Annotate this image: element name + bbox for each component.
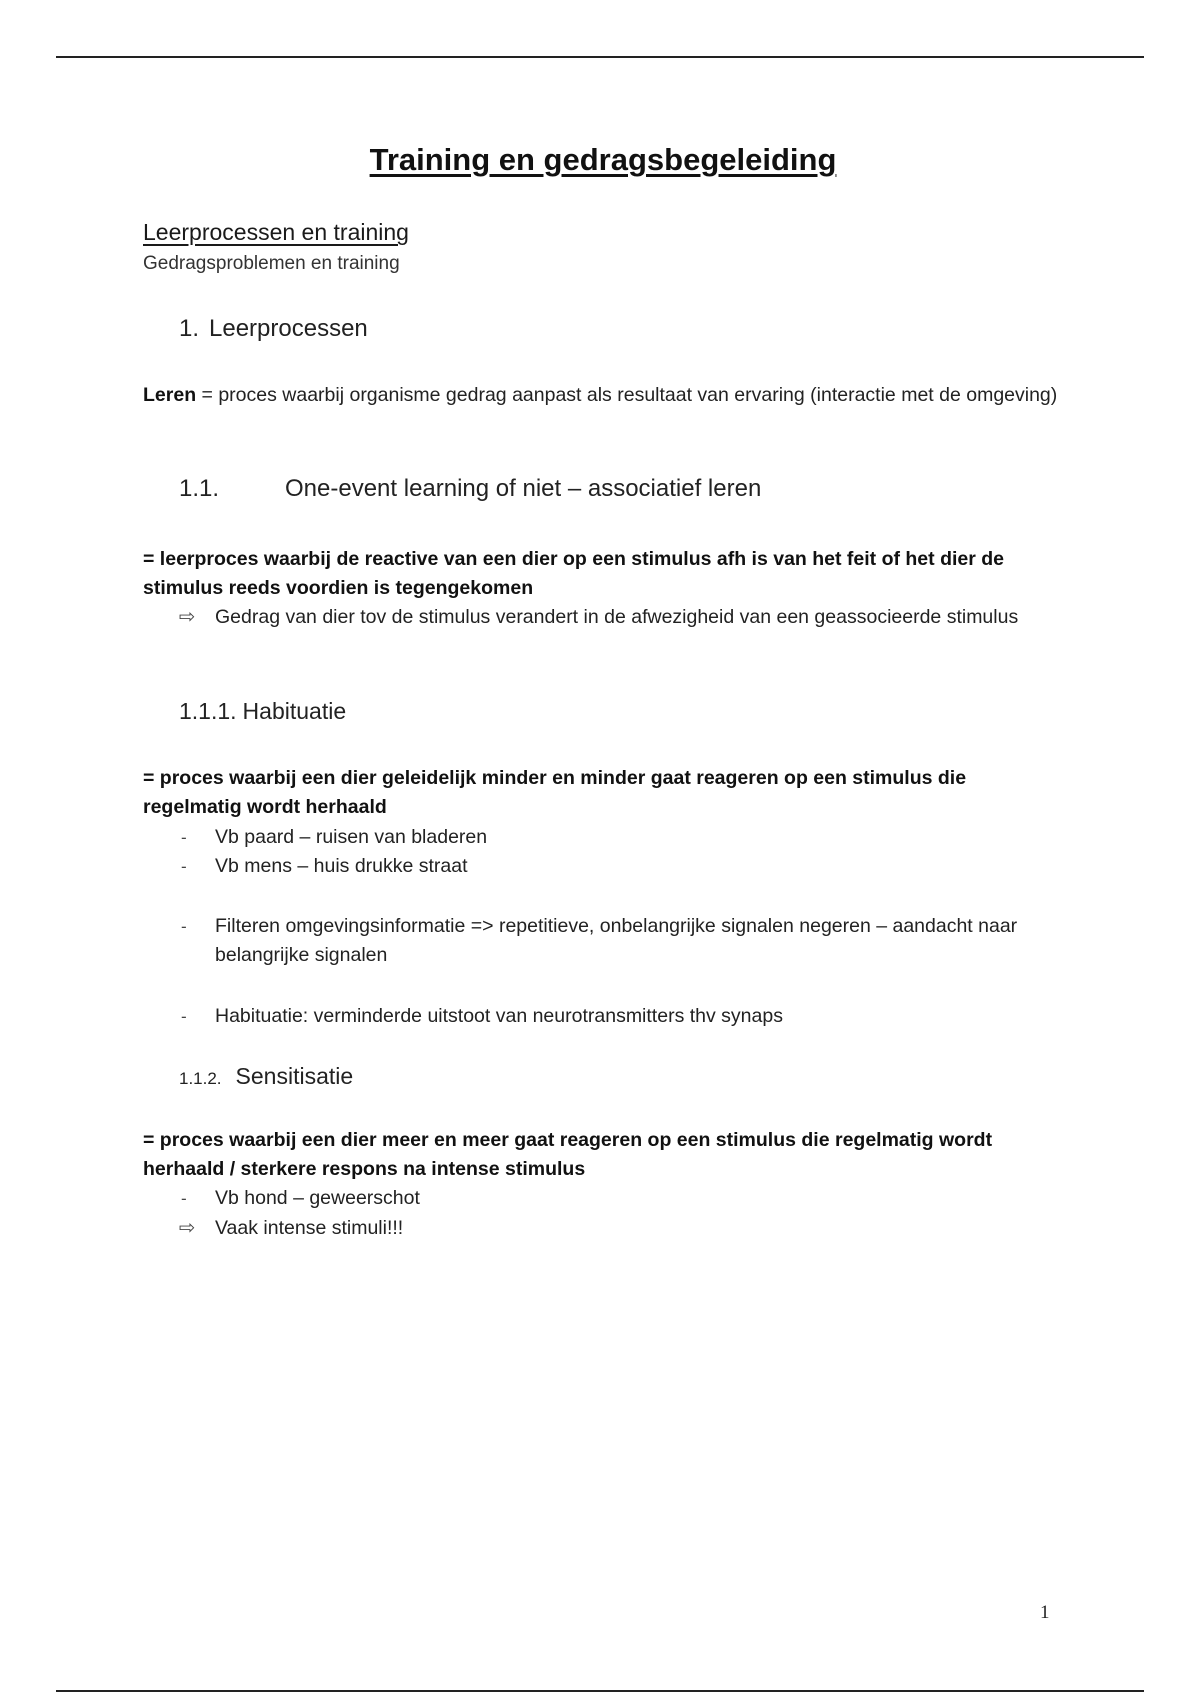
heading-1-1-2 (179, 1063, 353, 1090)
heading-1-1-title: One-event learning of niet – associatief leren (285, 475, 762, 502)
habituatie-definition: = proces waarbij een dier geleidelijk minder en minder gaat reageren op een stimulus die regelmatig wordt herhaald (143, 767, 967, 818)
list-item-text: Vaak intense stimuli!!! (215, 1217, 404, 1239)
leren-term: Leren (143, 384, 197, 406)
document-subline: Gedragsproblemen en training (143, 253, 400, 274)
footer-rule (56, 1690, 1144, 1692)
leren-definition (143, 381, 1063, 410)
sensitisatie-definition: = proces waarbij een dier meer en meer gaat reageren op een stimulus die regelmatig wordt herhaald / sterkere respons na intense stimulus (143, 1129, 993, 1180)
header-rule (56, 56, 1144, 58)
heading-1-1-number: 1.1. (179, 475, 220, 502)
list-item-text: Filteren omgevingsinformatie => repetitieve, onbelangrijke signalen negeren – aandacht naar belangrijke signalen (215, 915, 1018, 966)
associatief-definition: = leerproces waarbij de reactive van een dier op een stimulus afh is van het feit of het dier de stimulus reeds voordien is tegengekomen (143, 548, 1004, 599)
list-item (179, 1002, 1039, 1031)
list-item-arrow (179, 1214, 1039, 1243)
list-item (179, 823, 1039, 852)
list-item-text: Gedrag van dier tov de stimulus verandert in de afwezigheid van een geassocieerde stimulus (215, 606, 1019, 628)
dash-bullet: - (181, 828, 187, 847)
list-item (179, 852, 1039, 881)
list-item-arrow (179, 603, 1039, 632)
document-subtitle: Leerprocessen en training (143, 219, 409, 245)
dash-bullet: - (181, 1007, 187, 1026)
heading-1-1 (179, 475, 761, 503)
arrow-icon: ⇨ (179, 606, 196, 628)
list-item-text: Vb paard – ruisen van bladeren (215, 826, 488, 848)
list-item-text: Vb hond – geweerschot (215, 1187, 420, 1209)
list-item (179, 1184, 1039, 1213)
list-item-text: Habituatie: verminderde uitstoot van neurotransmitters thv synaps (215, 1005, 783, 1027)
dash-bullet: - (181, 917, 187, 936)
heading-1-1-2-number: 1.1.2. (179, 1069, 222, 1088)
page-title: Training en gedragsbegeleiding (369, 142, 837, 177)
arrow-icon: ⇨ (179, 1217, 196, 1239)
heading-1-1-1-number: 1.1.1. (179, 698, 237, 724)
list-item-text: Vb mens – huis drukke straat (215, 855, 468, 877)
page-number: 1 (1040, 1602, 1050, 1623)
heading-1-title: Leerprocessen (209, 315, 368, 342)
dash-bullet: - (181, 857, 187, 876)
heading-1-1-2-title: Sensitisatie (235, 1063, 354, 1089)
heading-1-number: 1. (179, 315, 200, 342)
dash-bullet: - (181, 1189, 187, 1208)
heading-1-1-1 (179, 698, 346, 725)
heading-1 (179, 315, 368, 343)
list-item (179, 912, 1039, 970)
heading-1-1-1-title: Habituatie (242, 698, 347, 724)
leren-text: = proces waarbij organisme gedrag aanpast als resultaat van ervaring (interactie met de omgeving) (196, 384, 1058, 406)
